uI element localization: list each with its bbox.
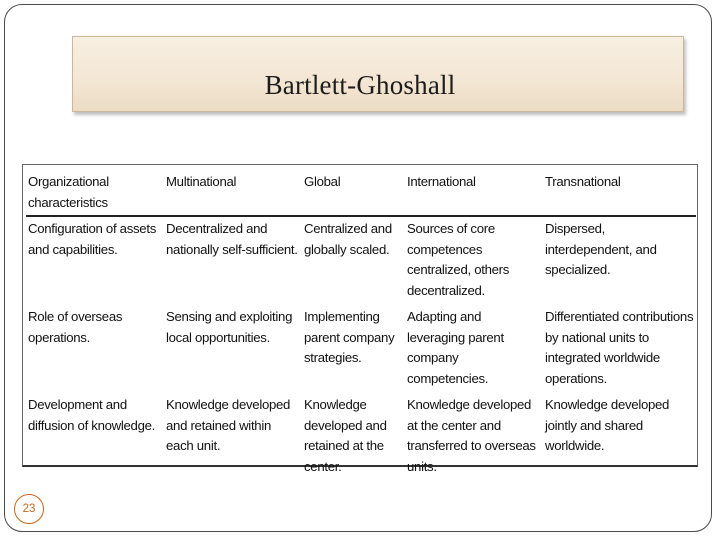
table-row: [26, 305, 696, 393]
header-global: Global: [302, 170, 405, 216]
table-cell: Sources of core competences centralized, others decentralized.: [407, 221, 510, 298]
table-cell: Knowledge developed at the center and transferred to overseas units.: [407, 397, 536, 474]
header-organizational-characteristics: Organizational characteristics: [26, 170, 164, 216]
table-cell: Knowledge developed and retained at the center.: [304, 397, 387, 474]
header-international: International: [405, 170, 543, 216]
table-row: [26, 393, 696, 481]
table-header-row: [26, 170, 696, 216]
table-row: [26, 216, 696, 305]
strategy-comparison-table: [26, 170, 696, 481]
row-label-role: Role of overseas operations.: [28, 309, 123, 345]
header-transnational: Transnational: [543, 170, 696, 216]
table-cell: Centralized and globally scaled.: [304, 221, 392, 257]
table-cell: Dispersed, interdependent, and specialized.: [545, 221, 657, 277]
table-cell: Knowledge developed and retained within each unit.: [166, 397, 291, 453]
table-cell: Differentiated contributions by national units to integrated worldwide operations.: [545, 309, 694, 386]
table-cell: Sensing and exploiting local opportunities.: [166, 309, 293, 345]
header-multinational: Multinational: [164, 170, 302, 216]
row-label-knowledge: Development and diffusion of knowledge.: [28, 397, 156, 433]
table-cell: Decentralized and nationally self-sufficient.: [166, 221, 298, 257]
slide-title: Bartlett-Ghoshall: [264, 70, 456, 100]
table-cell: Adapting and leveraging parent company competencies.: [407, 309, 504, 386]
page-number-badge: 23: [14, 494, 44, 524]
table-cell: Knowledge developed jointly and shared worldwide.: [545, 397, 670, 453]
row-label-configuration: Configuration of assets and capabilities.: [28, 221, 156, 257]
table-cell: Implementing parent company strategies.: [304, 309, 395, 365]
